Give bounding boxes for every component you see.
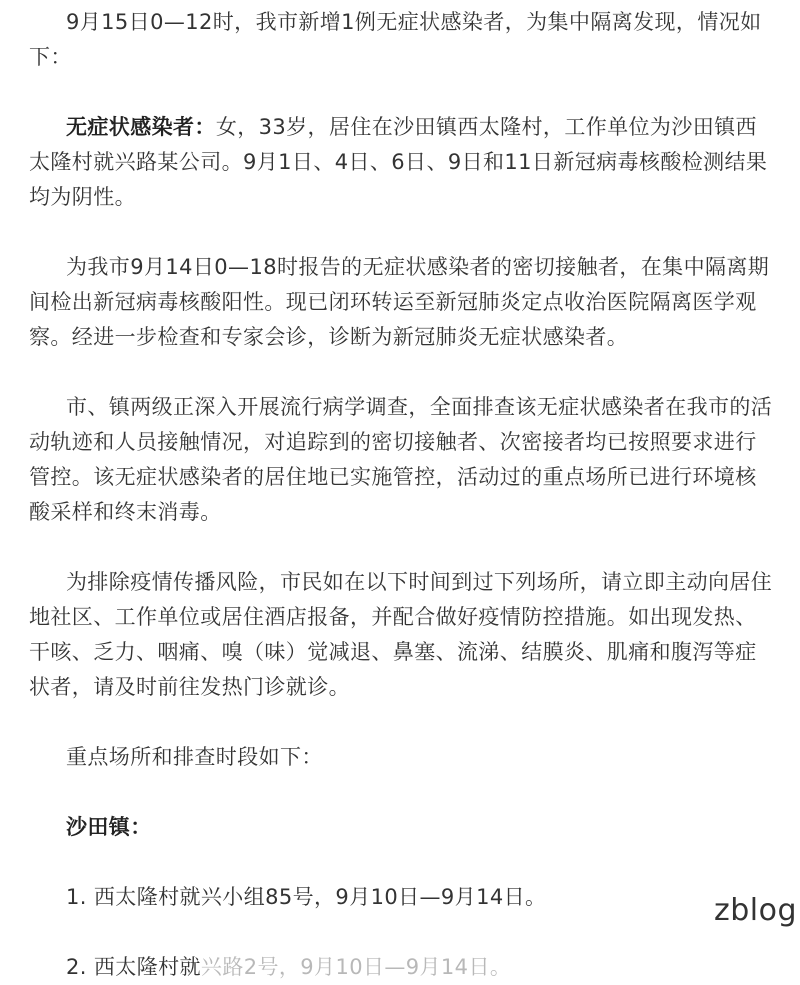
- paragraph-gap: [29, 915, 777, 950]
- location-item-1: 1. 西太隆村就兴小组85号，9月10日—9月14日。: [66, 885, 547, 909]
- location-item-2: [29, 950, 777, 985]
- paragraph-gap: [29, 705, 777, 740]
- paragraph-gap: [29, 215, 777, 250]
- paragraph-gap: [29, 775, 777, 810]
- location-item-2-faded-text: 兴路2号，9月10日—9月14日。: [200, 955, 512, 979]
- investigation-paragraph: 市、镇两级正深入开展流行病学调查，全面排查该无症状感染者在我市的活动轨迹和人员接触情况，对追踪到的密切接触者、次密接者均已按照要求进行管控。该无症状感染者的居住地已实施管控，活动过的重点场所已进行环境核酸采样和终末消毒。: [29, 395, 773, 524]
- paragraph-gap: [29, 530, 777, 565]
- advisory-paragraph: 为排除疫情传播风险，市民如在以下时间到过下列场所，请立即主动向居住地社区、工作单位或居住酒店报备，并配合做好疫情防控措施。如出现发热、干咳、乏力、咽痛、嗅（味）觉减退、鼻塞、流涕、结膜炎、肌痛和腹泻等症状者，请及时前往发热门诊就诊。: [29, 570, 773, 699]
- case-label: 无症状感染者：: [66, 115, 216, 139]
- article-body: [29, 0, 777, 985]
- watermark: zblog: [713, 893, 797, 928]
- paragraph-gap: [29, 75, 777, 110]
- intro-paragraph: 9月15日0—12时，我市新增1例无症状感染者，为集中隔离发现，情况如下：: [29, 10, 762, 69]
- paragraph-gap: [29, 845, 777, 880]
- town-heading: 沙田镇：: [66, 815, 152, 839]
- location-item-2-text: 2. 西太隆村就: [66, 955, 201, 979]
- case-text: 女，33岁，居住在沙田镇西太隆村，工作单位为沙田镇西太隆村就兴路某公司。9月1日、4日、6日、9日和11日新冠病毒核酸检测结果均为阴性。: [29, 115, 768, 209]
- case-paragraph: [29, 110, 777, 215]
- locations-heading: 重点场所和排查时段如下：: [66, 745, 323, 769]
- paragraph-gap: [29, 355, 777, 390]
- detection-paragraph: 为我市9月14日0—18时报告的无症状感染者的密切接触者，在集中隔离期间检出新冠病毒核酸阳性。现已闭环转运至新冠肺炎定点收治医院隔离医学观察。经进一步检查和专家会诊，诊断为新冠肺炎无症状感染者。: [29, 255, 770, 349]
